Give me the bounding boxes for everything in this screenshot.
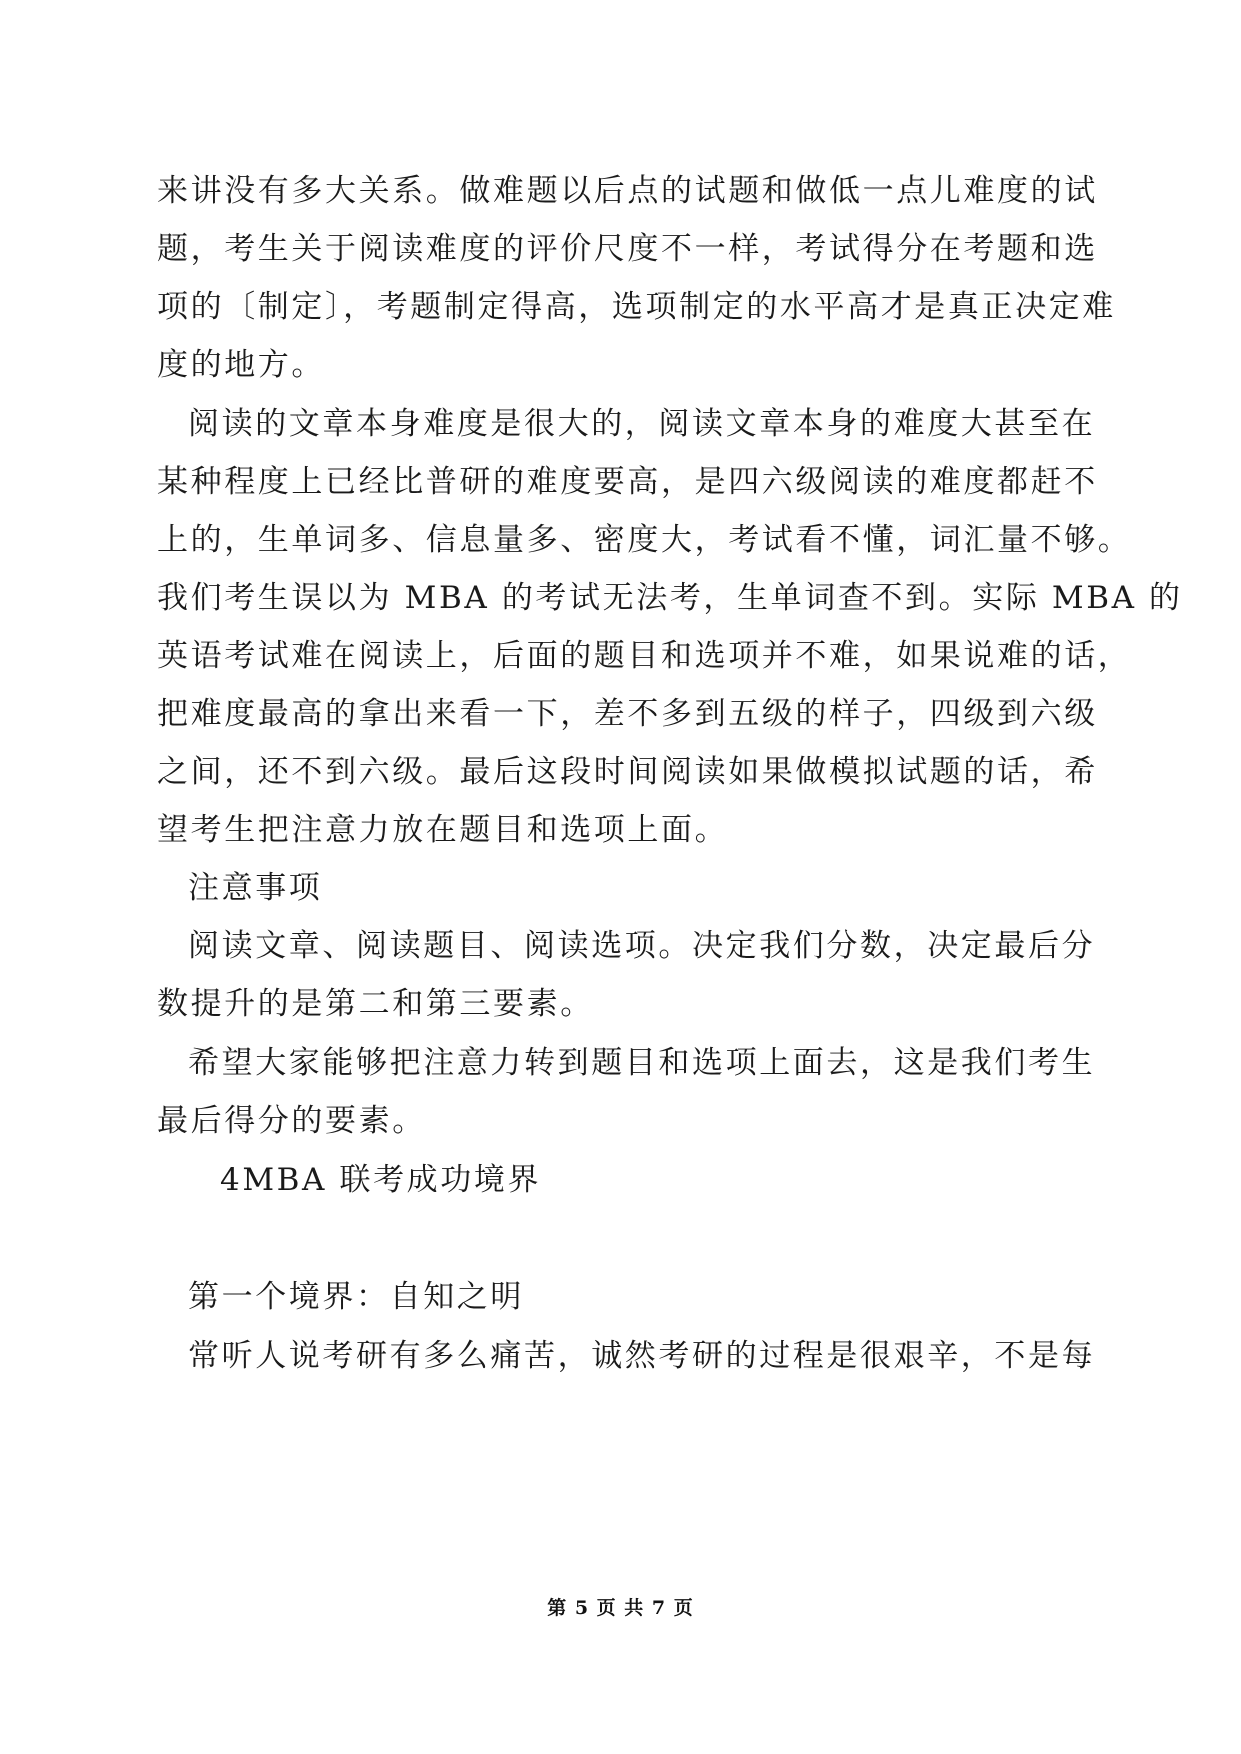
paragraph-first-line: 阅读文章、阅读题目、阅读选项。决定我们分数，决定最后分 — [188, 928, 1096, 964]
text-line: 英语考试难在阅读上，后面的题目和选项并不难，如果说难的话， — [157, 638, 1132, 674]
text-line: 来讲没有多大关系。做难题以后点的试题和做低一点儿难度的试 — [157, 173, 1098, 209]
text-line: 最后得分的要素。 — [157, 1103, 426, 1139]
section-heading: 注意事项 — [188, 870, 323, 906]
subsection-heading: 第一个境界：自知之明 — [188, 1279, 524, 1315]
text-line: 上的，生单词多、信息量多、密度大，考试看不懂，词汇量不够。 — [157, 522, 1132, 558]
text-line: 项的〔制定〕，考题制定得高，选项制定的水平高才是真正决定难 — [157, 289, 1116, 325]
paragraph-first-line: 常听人说考研有多么痛苦，诚然考研的过程是很艰辛，不是每 — [188, 1338, 1096, 1374]
text-line: 望考生把注意力放在题目和选项上面。 — [157, 812, 729, 848]
section-title: 4MBA 联考成功境界 — [220, 1162, 542, 1198]
text-line: 题，考生关于阅读难度的评价尺度不一样，考试得分在考题和选 — [157, 231, 1098, 267]
paragraph-first-line: 希望大家能够把注意力转到题目和选项上面去，这是我们考生 — [188, 1045, 1096, 1081]
text-line: 之间，还不到六级。最后这段时间阅读如果做模拟试题的话，希 — [157, 754, 1098, 790]
text-line: 度的地方。 — [157, 347, 325, 383]
text-line: 数提升的是第二和第三要素。 — [157, 986, 594, 1022]
paragraph-first-line: 阅读的文章本身难度是很大的，阅读文章本身的难度大甚至在 — [188, 406, 1096, 442]
text-line: 某种程度上已经比普研的难度要高，是四六级阅读的难度都赶不 — [157, 464, 1098, 500]
text-line: 我们考生误以为 MBA 的考试无法考，生单词查不到。实际 MBA 的 — [157, 580, 1183, 616]
text-line: 把难度最高的拿出来看一下，差不多到五级的样子，四级到六级 — [157, 696, 1098, 732]
page-number-footer: 第 5 页 共 7 页 — [547, 1597, 694, 1619]
